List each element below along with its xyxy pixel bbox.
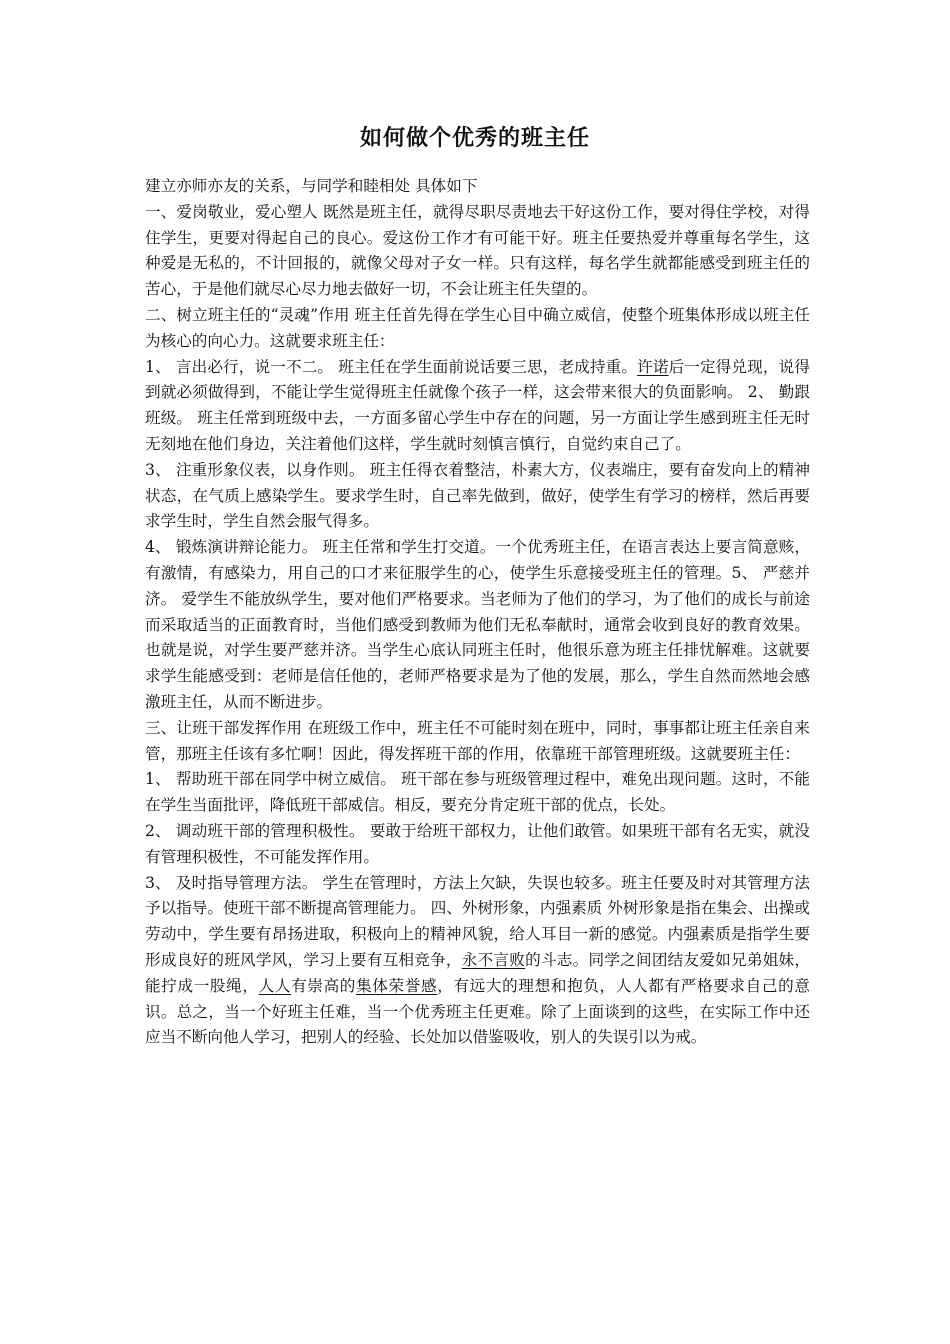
paragraph-section-2-items-1-2	[145, 355, 810, 458]
paragraph-text: ，有远大的理想和抱负，人人都有严格要求自己的意识。总之，当一个好班主任难，当一个优秀班主任更难。除了上面谈到的这些，在实际工作中还应当不断向他人学习，把别人的经验、长处加以借鉴吸收，别人的失误引以为戒。	[145, 976, 810, 1047]
paragraph-text: 的斗志。同学之间团结友爱如兄弟姐妹，能拧成一股绳，	[145, 950, 810, 995]
paragraph-text: 一、爱岗敬业，爱心塑人 既然是班主任，就得尽职尽责地去干好这份工作，要对得住学校，对得住学生，更要对得起自己的良心。爱这份工作才有可能干好。班主任要热爱并尊重每名学生，这种爱是无私的，不计回报的，就像父母对子女一样。只有这样，每名学生就都能感受到班主任的苦心，于是他们就尽心尽力地去做好一切，不会让班主任失望的。	[145, 202, 810, 299]
paragraph-text: 2、 调动班干部的管理积极性。 要敢于给班干部权力，让他们敢管。如果班干部有名无实，就没有管理积极性，不可能发挥作用。	[145, 821, 810, 866]
paragraph-text: 后一定得兑现，说得到就必须做得到，不能让学生觉得班主任就像个孩子一样，这会带来很大的负面影响。 2、 勤跟班级。 班主任常到班级中去，一方面多留心学生中存在的问题，另一方面让学生感到班主任无时无刻地在他们身边，关注着他们这样，学生就时刻慎言慎行，自觉约束自己了。	[145, 357, 810, 453]
underlined-term: 集体荣誉感	[356, 976, 438, 995]
document-title: 如何做个优秀的班主任	[359, 125, 590, 151]
paragraph-text: 建立亦师亦友的关系，与同学和睦相处 具体如下	[145, 177, 478, 195]
paragraph-section-1	[145, 200, 810, 303]
paragraph-text: 3、 注重形象仪表，以身作则。 班主任得衣着整洁，朴素大方，仪表端庄，要有奋发向上的精神状态，在气质上感染学生。要求学生时，自己率先做到，做好，使学生有学习的榜样，然后再要求学生时，学生自然会服气得多。	[145, 460, 810, 531]
paragraph-section-3-item-3-and-section-4	[145, 871, 810, 1052]
paragraph-section-3-item-2	[145, 819, 810, 871]
underlined-term: 人人	[258, 976, 292, 995]
paragraph-text: 3、 及时指导管理方法。 学生在管理时，方法上欠缺，失误也较多。班主任要及时对其管理方法予以指导。使班干部不断提高管理能力。 四、外树形象，内强素质 外树形象是指在集会、出操或劳动中，学生要有昂扬进取，积极向上的精神风貌，给人耳目一新的感觉。内强素质是指学生要形成良好的班风学风，学习上要有互相竞争，	[145, 873, 810, 969]
paragraph-text: 1、 言出必行，说一不二。 班主任在学生面前说话要三思，老成持重。	[145, 357, 638, 376]
paragraph-text: 有崇高的	[291, 976, 357, 995]
paragraph-text: 二、树立班主任的“灵魂”作用 班主任首先得在学生心目中确立威信，使整个班集体形成以班主任为核心的向心力。这就要求班主任：	[145, 305, 810, 350]
underlined-term: 永不言败	[461, 950, 526, 969]
paragraph-section-3	[145, 716, 810, 768]
paragraph-text: 1、 帮助班干部在同学中树立威信。 班干部在参与班级管理过程中，难免出现问题。这时，不能在学生当面批评，降低班干部威信。相反，要充分肯定班干部的优点，长处。	[145, 770, 810, 815]
paragraph-intro	[145, 174, 810, 200]
underlined-term: 许诺	[637, 357, 669, 376]
paragraph-section-2-item-3	[145, 458, 810, 535]
paragraph-section-2-items-4-5	[145, 535, 810, 716]
paragraph-text: 4、 锻炼演讲辩论能力。 班主任常和学生打交道。一个优秀班主任，在语言表达上要言简意赅，有激情，有感染力，用自己的口才来征服学生的心，使学生乐意接受班主任的管理。5、 严慈并济。 爱学生不能放纵学生，要对他们严格要求。当老师为了他们的学习，为了他们的成长与前途而采取适当的正面教育时，当他们感受到教师为他们无私奉献时，通常会收到良好的教育效果。也就是说，对学生要严慈并济。当学生心底认同班主任时，他很乐意为班主任排忧解难。这就要求学生能感受到：老师是信任他的，老师严格要求是为了他的发展，那么，学生自然而然地会感激班主任，从而不断进步。	[145, 538, 810, 711]
paragraph-section-2	[145, 303, 810, 355]
document-body	[145, 174, 810, 1051]
paragraph-section-3-item-1	[145, 767, 810, 819]
paragraph-text: 三、让班干部发挥作用 在班级工作中，班主任不可能时刻在班中，同时，事事都让班主任亲自来管，那班主任该有多忙啊！因此，得发挥班干部的作用，依靠班干部管理班级。这就要班主任：	[145, 718, 810, 763]
